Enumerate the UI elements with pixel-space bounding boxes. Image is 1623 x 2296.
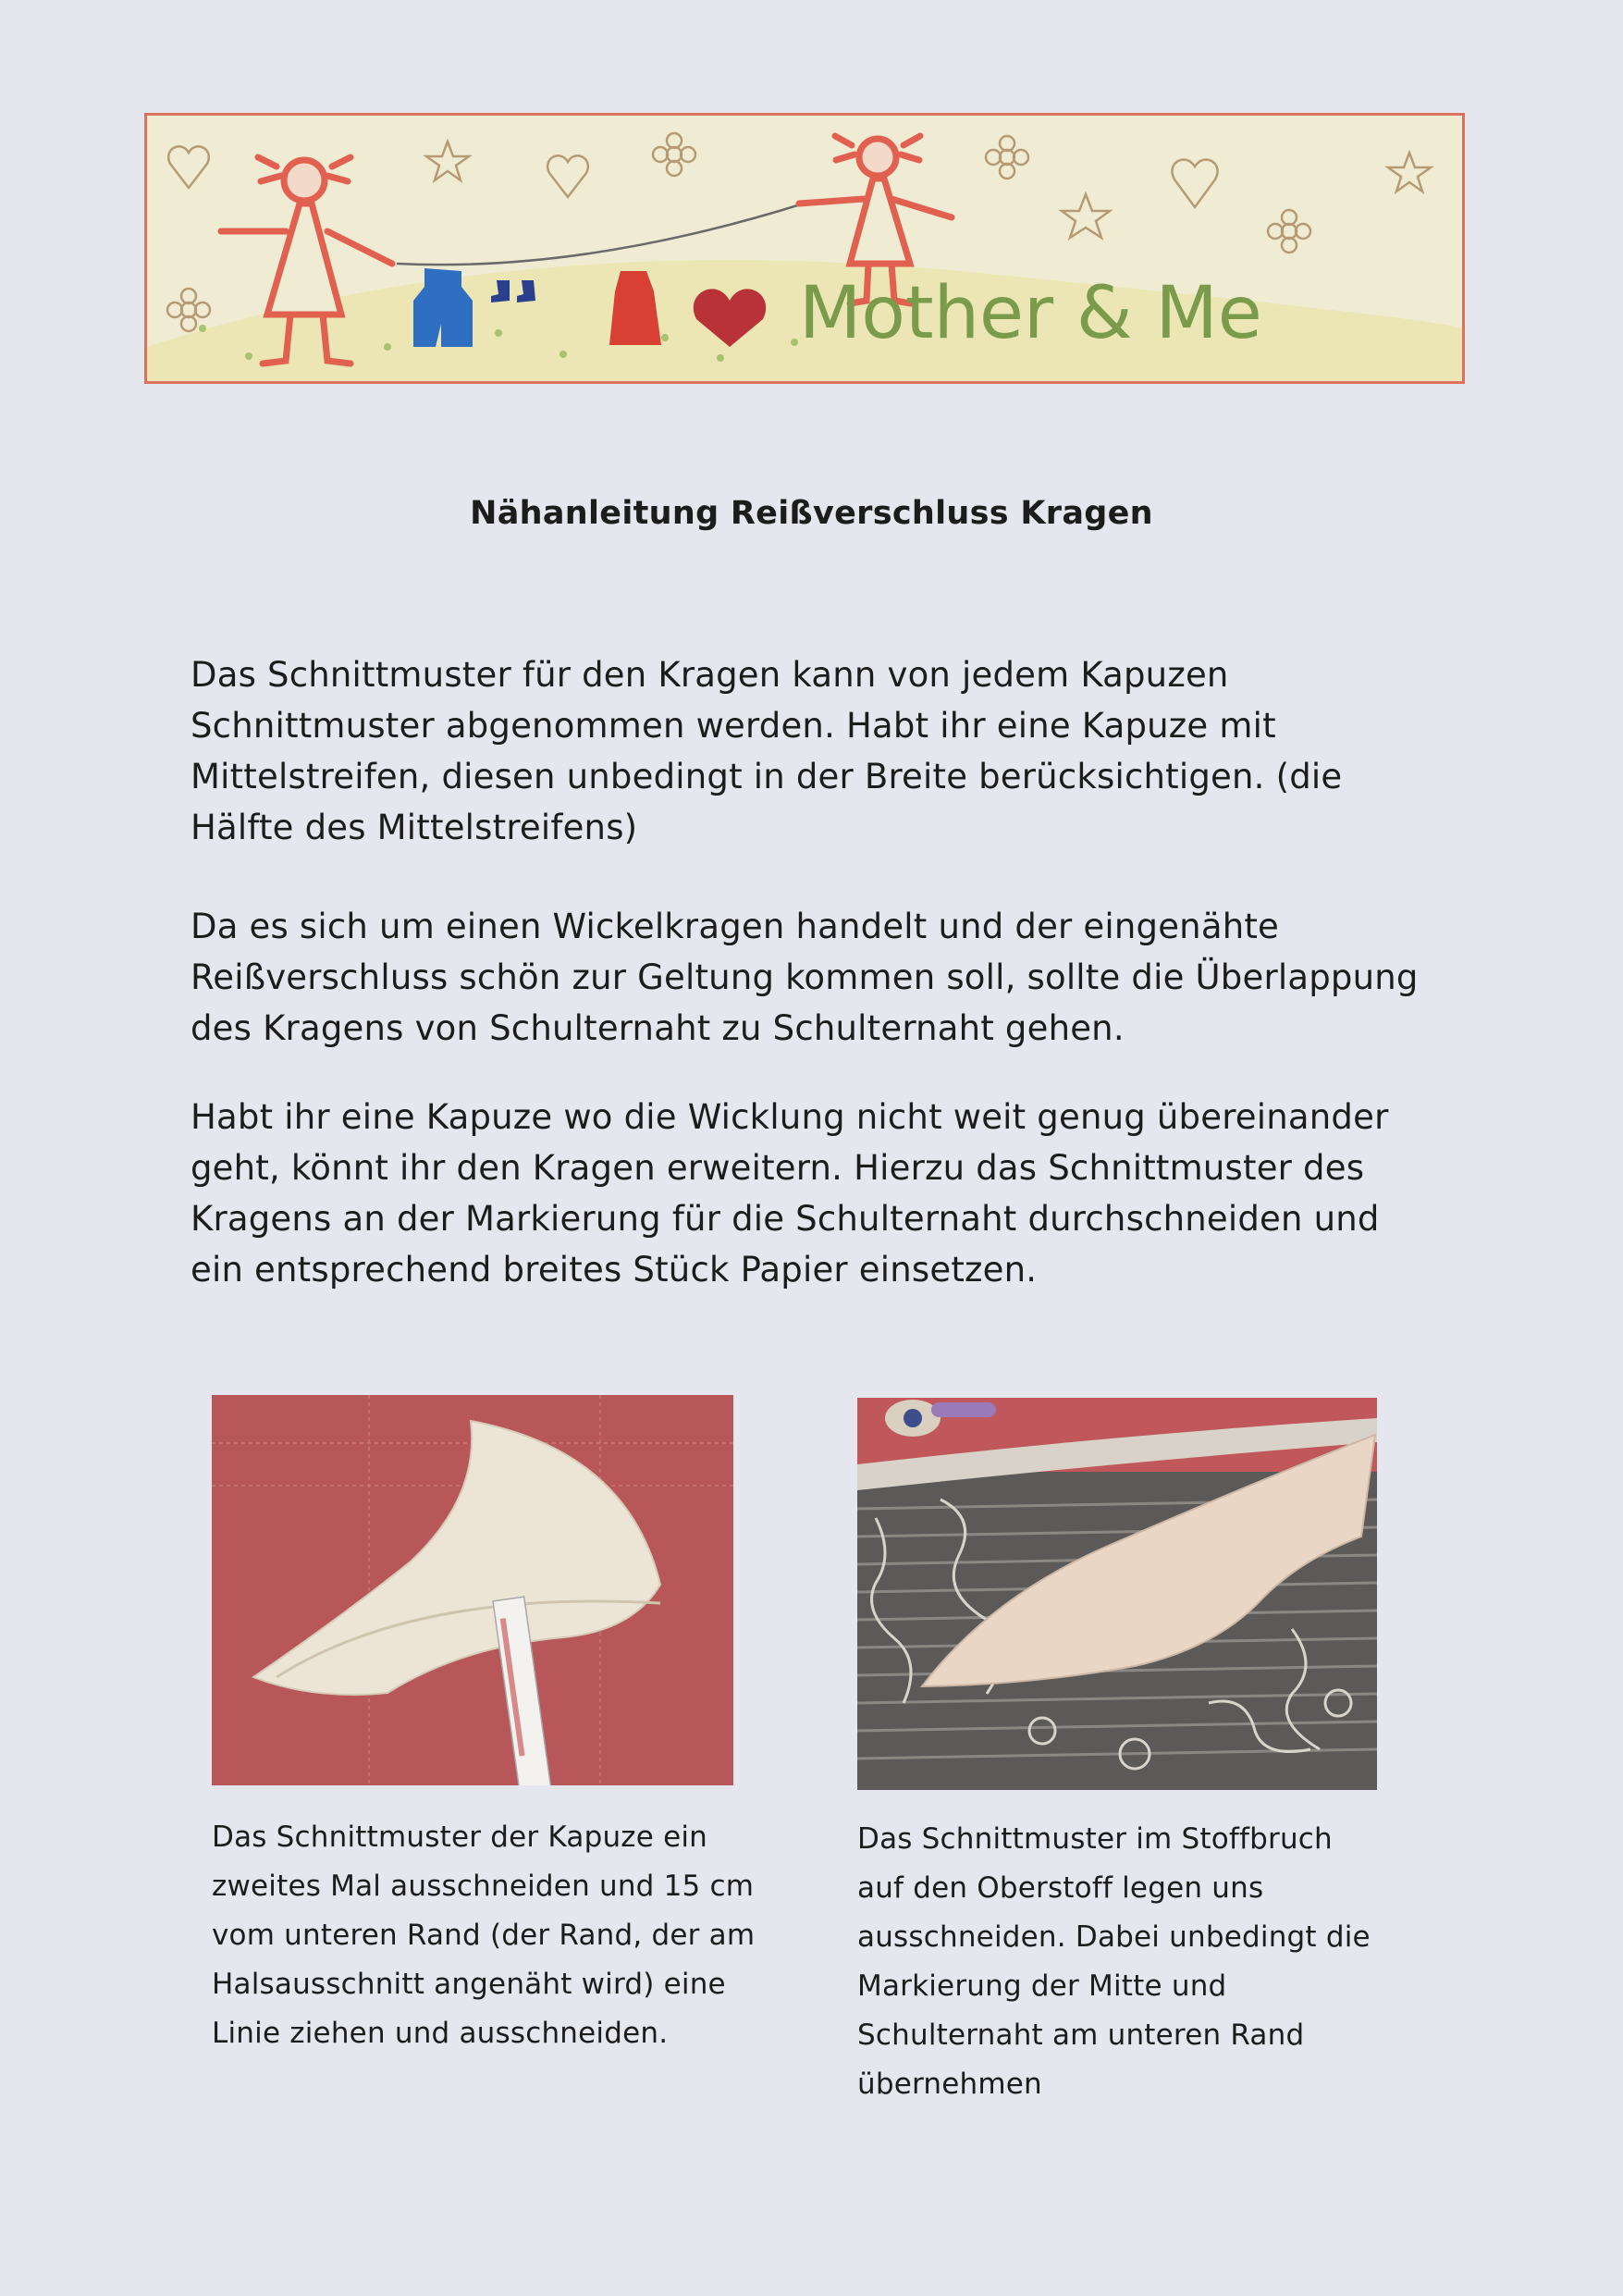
caption-line: Schulternaht am unteren Rand [857, 2018, 1305, 2052]
heart-icon [547, 155, 588, 197]
clothesline [397, 204, 804, 265]
paragraph-3 [191, 1092, 1439, 1295]
heart-icon [168, 146, 209, 188]
caption-line: vom unteren Rand (der Rand, der am [212, 1919, 756, 1952]
photo-hood-pattern [212, 1395, 733, 1785]
photo-fabric-cut [857, 1398, 1377, 1790]
flower-icon [986, 136, 1028, 179]
text-line: Habt ihr eine Kapuze wo die Wicklung nicht weit genug übereinander [191, 1097, 1389, 1137]
paragraph-1 [191, 649, 1439, 853]
flower-icon [1268, 210, 1310, 253]
text-line: Schnittmuster abgenommen werden. Habt ihr eine Kapuze mit [191, 706, 1276, 746]
caption-line: auf den Oberstoff legen uns [857, 1871, 1264, 1905]
text-line: Da es sich um einen Wickelkragen handelt und der eingenähte [191, 907, 1280, 946]
star-icon [1388, 153, 1431, 191]
caption-2 [857, 1815, 1431, 2109]
caption-line: Linie ziehen und ausschneiden. [212, 2017, 669, 2050]
star-icon [1062, 194, 1110, 238]
caption-line: Halsausschnitt angenäht wird) eine [212, 1968, 726, 2001]
caption-line: ausschneiden. Dabei unbedingt die [857, 1920, 1371, 1954]
page-title: Nähanleitung Reißverschluss Kragen [470, 495, 1153, 532]
star-icon [426, 142, 469, 180]
header-banner [144, 113, 1465, 384]
banner-illustration [147, 116, 1462, 381]
text-line: geht, könnt ihr den Kragen erweitern. Hierzu das Schnittmuster des [191, 1148, 1365, 1188]
paragraph-2 [191, 901, 1439, 1054]
flower-icon [653, 133, 695, 176]
caption-1 [212, 1813, 785, 2058]
caption-line: zweites Mal ausschneiden und 15 cm [212, 1870, 755, 1903]
heart-icon [1172, 160, 1217, 207]
text-line: Mittelstreifen, diesen unbedingt in der Breite berücksichtigen. (die [191, 757, 1343, 796]
caption-line: Das Schnittmuster der Kapuze ein [212, 1821, 708, 1854]
text-line: Das Schnittmuster für den Kragen kann von jedem Kapuzen [191, 655, 1229, 695]
text-line: Hälfte des Mittelstreifens) [191, 808, 638, 847]
text-line: des Kragens von Schulternaht zu Schulternaht gehen. [191, 1008, 1125, 1048]
text-line: Kragens an der Markierung für die Schulternaht durchschneiden und [191, 1199, 1380, 1239]
caption-line: übernehmen [857, 2068, 1042, 2101]
brand-text: Mother & Me [799, 272, 1262, 355]
caption-line: Das Schnittmuster im Stoffbruch [857, 1822, 1333, 1856]
text-line: ein entsprechend breites Stück Papier einsetzen. [191, 1250, 1038, 1290]
flower-icon [167, 289, 210, 331]
caption-line: Markierung der Mitte und [857, 1969, 1227, 2003]
text-line: Reißverschluss schön zur Geltung kommen soll, sollte die Überlappung [191, 957, 1419, 997]
